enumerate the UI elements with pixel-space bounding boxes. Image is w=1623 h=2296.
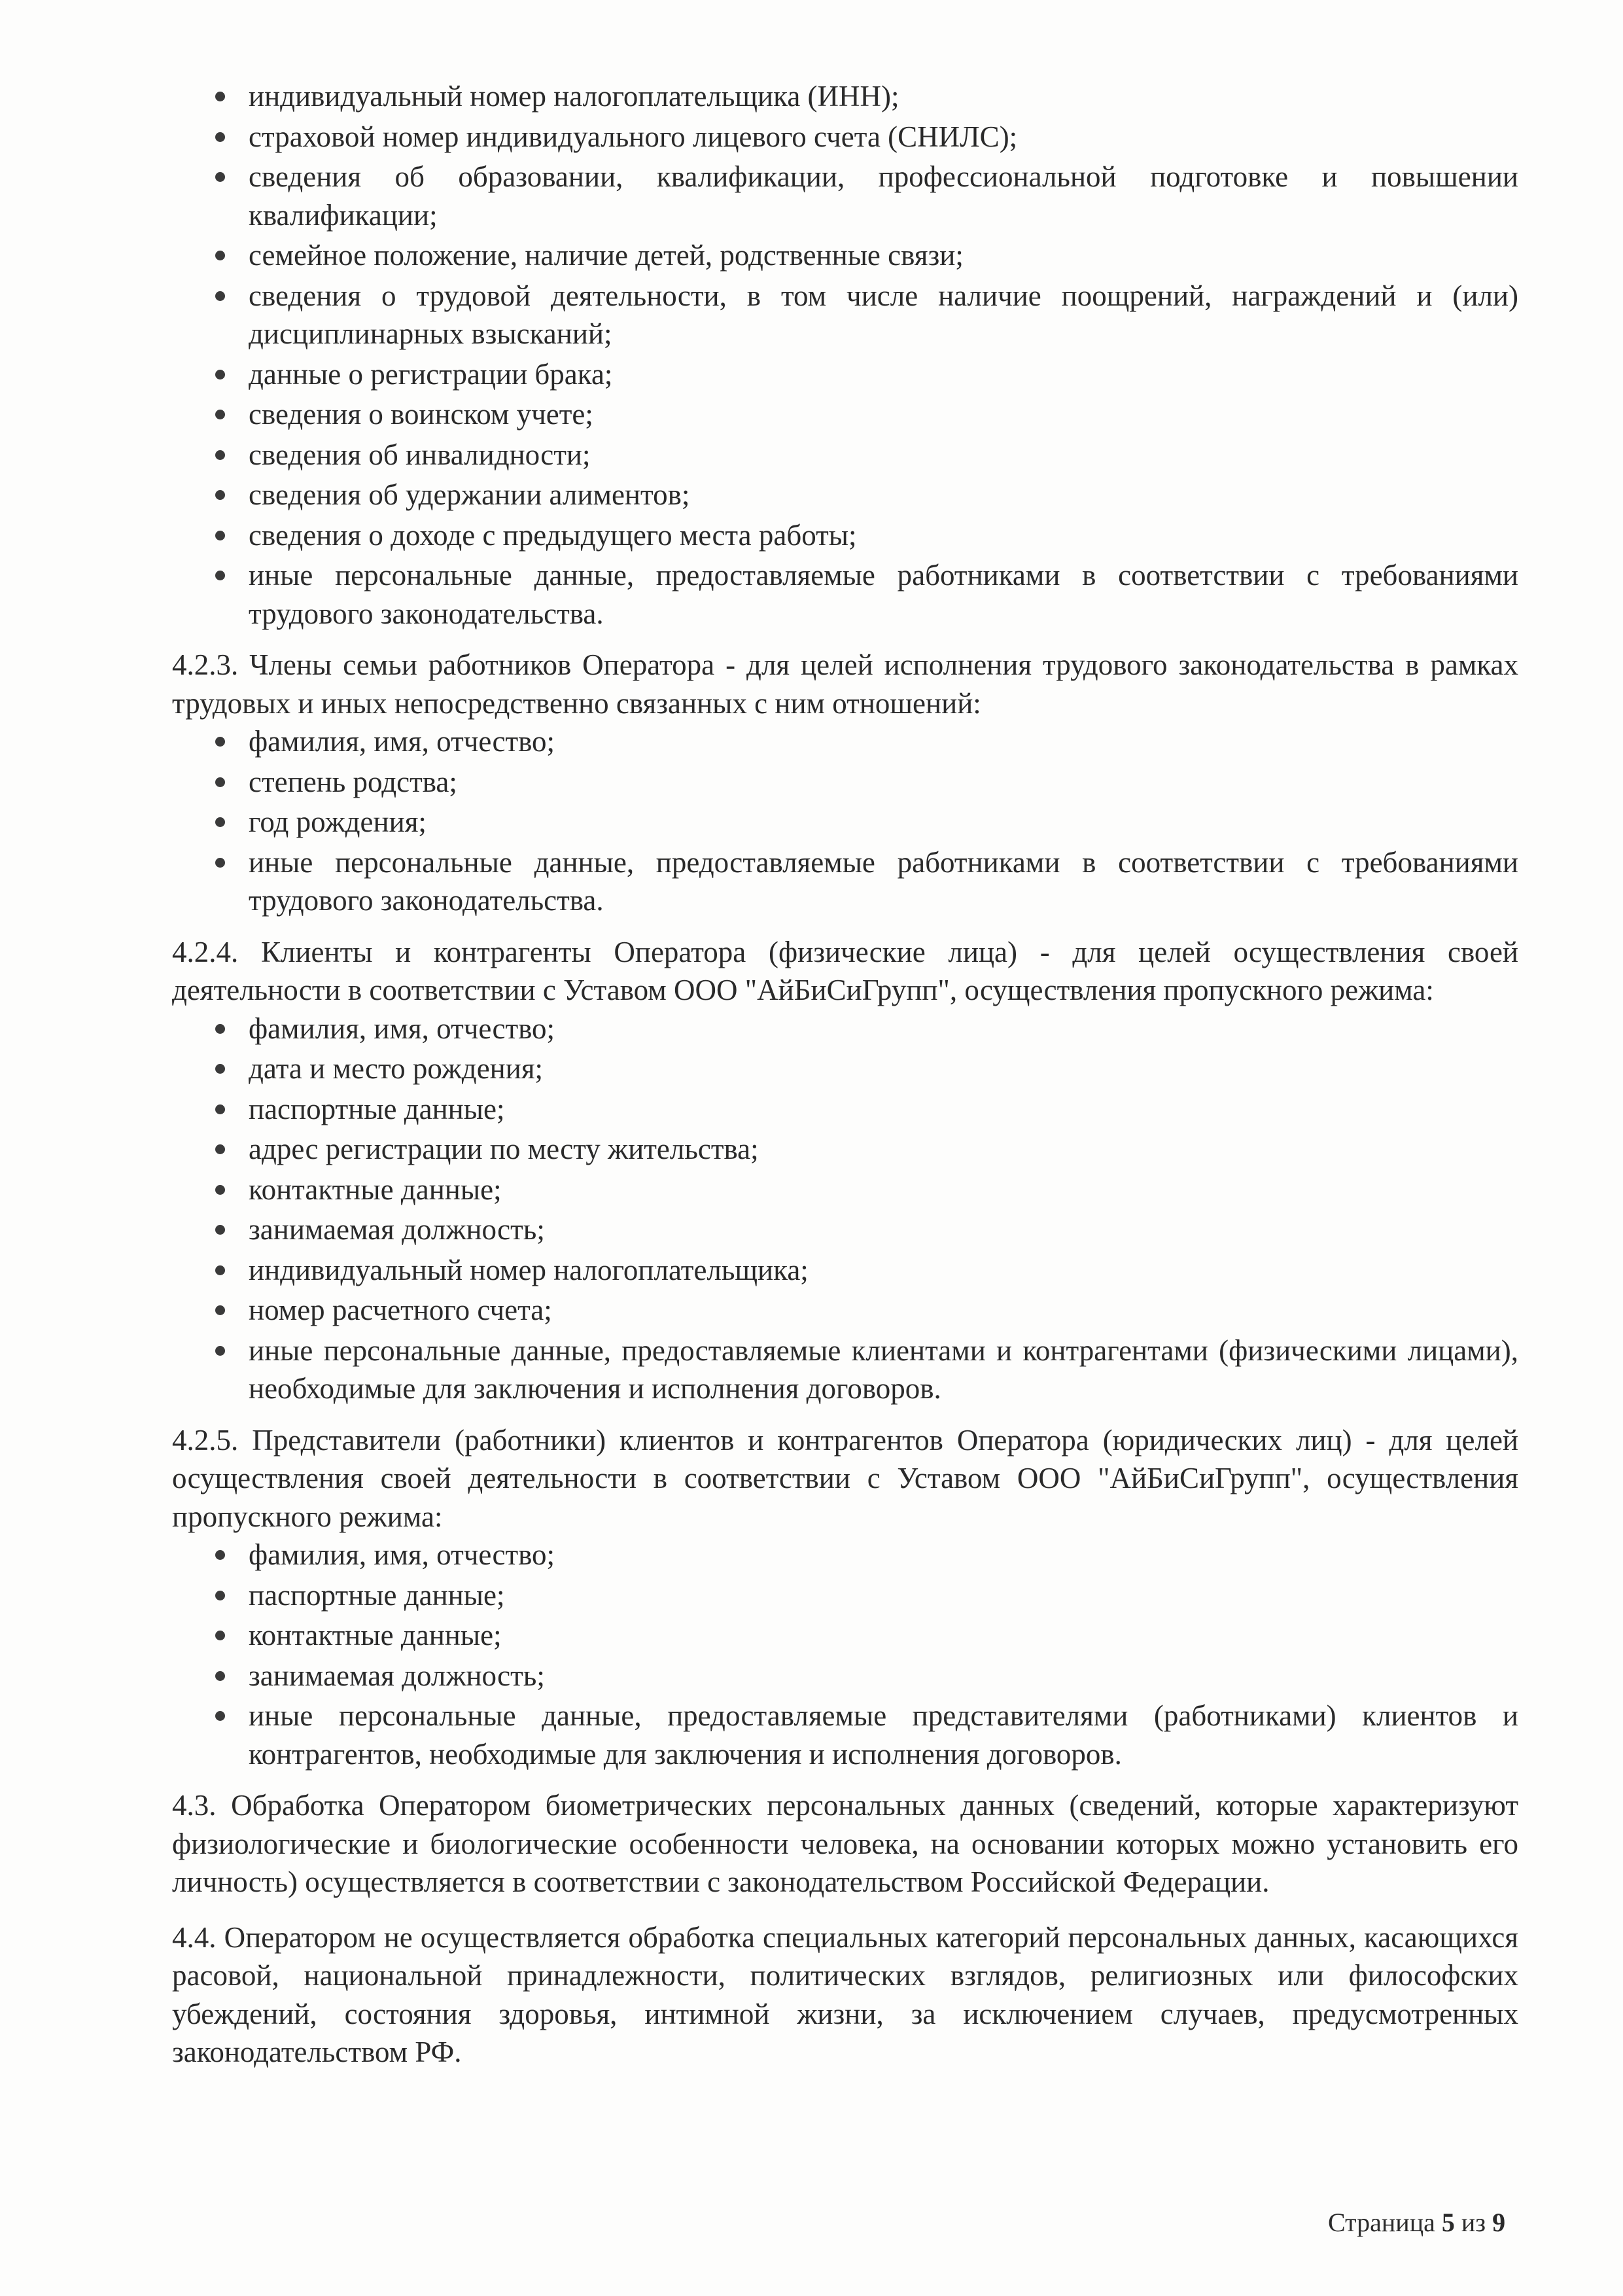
list-item-text: паспортные данные; bbox=[249, 1092, 505, 1125]
list-item-text: сведения о доходе с предыдущего места работы; bbox=[249, 518, 857, 552]
list-item bbox=[172, 277, 1518, 353]
list-item-text: степень родства; bbox=[249, 765, 457, 798]
list-item bbox=[172, 236, 1518, 275]
list-item bbox=[172, 1536, 1518, 1574]
list-item-text: иные персональные данные, предоставляемые работниками в соответствии с требованиями трудового законодательства. bbox=[249, 559, 1518, 630]
bullet-icon bbox=[215, 1144, 225, 1154]
list-item bbox=[172, 1697, 1518, 1773]
list-item bbox=[172, 1291, 1518, 1330]
list-item bbox=[172, 1332, 1518, 1408]
list-item-text: данные о регистрации брака; bbox=[249, 357, 613, 391]
list-item-text: индивидуальный номер налогоплательщика (ИНН); bbox=[249, 80, 899, 113]
list-item bbox=[172, 1657, 1518, 1695]
list-item bbox=[172, 118, 1518, 156]
list-item-text: страховой номер индивидуального лицевого счета (СНИЛС); bbox=[249, 120, 1018, 153]
personal-data-list-representatives bbox=[172, 1536, 1518, 1773]
list-item-text: фамилия, имя, отчество; bbox=[249, 1538, 555, 1571]
bullet-icon bbox=[215, 172, 225, 182]
list-item-text: семейное положение, наличие детей, родственные связи; bbox=[249, 239, 964, 272]
list-item bbox=[172, 158, 1518, 234]
bullet-icon bbox=[215, 1346, 225, 1356]
bullet-icon bbox=[215, 817, 225, 827]
bullet-icon bbox=[215, 1265, 225, 1275]
list-item bbox=[172, 1130, 1518, 1169]
list-item bbox=[172, 1251, 1518, 1290]
personal-data-list-family bbox=[172, 722, 1518, 920]
document-body bbox=[172, 77, 1518, 2072]
list-item-text: иные персональные данные, предоставляемые клиентами и контрагентами (физическими лицами), необходимые для заключения и исполнения договоров. bbox=[249, 1333, 1518, 1405]
bullet-icon bbox=[215, 858, 225, 868]
bullet-icon bbox=[215, 1550, 225, 1560]
personal-data-list-employees bbox=[172, 77, 1518, 633]
bullet-icon bbox=[215, 777, 225, 787]
list-item bbox=[172, 1171, 1518, 1209]
bullet-icon bbox=[215, 370, 225, 380]
page-number-separator: из bbox=[1461, 2208, 1486, 2237]
bullet-icon bbox=[215, 571, 225, 580]
list-item bbox=[172, 476, 1518, 514]
list-item bbox=[172, 1210, 1518, 1249]
list-item bbox=[172, 803, 1518, 841]
bullet-icon bbox=[215, 1711, 225, 1721]
list-item bbox=[172, 77, 1518, 116]
list-item bbox=[172, 1616, 1518, 1655]
list-item-text: сведения об удержании алиментов; bbox=[249, 478, 690, 511]
list-item-text: номер расчетного счета; bbox=[249, 1294, 552, 1326]
bullet-icon bbox=[215, 1305, 225, 1315]
list-item-text: фамилия, имя, отчество; bbox=[249, 1012, 555, 1045]
list-item-text: занимаемая должность; bbox=[249, 1659, 545, 1692]
list-item bbox=[172, 436, 1518, 474]
list-item-text: сведения о воинском учете; bbox=[249, 398, 593, 431]
list-item-text: дата и место рождения; bbox=[249, 1052, 544, 1085]
list-item-text: адрес регистрации по месту жительства; bbox=[249, 1133, 759, 1165]
list-item bbox=[172, 1576, 1518, 1615]
bullet-icon bbox=[215, 531, 225, 540]
list-item-text: занимаемая должность; bbox=[249, 1213, 545, 1246]
list-item bbox=[172, 763, 1518, 802]
bullet-icon bbox=[215, 450, 225, 460]
list-item-text: сведения об инвалидности; bbox=[249, 438, 591, 471]
list-item-text: контактные данные; bbox=[249, 1619, 502, 1651]
page-number bbox=[1328, 2206, 1505, 2239]
bullet-icon bbox=[215, 490, 225, 500]
page-number-current: 5 bbox=[1441, 2208, 1455, 2237]
personal-data-list-clients bbox=[172, 1010, 1518, 1408]
page-number-label: Страница bbox=[1328, 2208, 1435, 2237]
list-item-text: год рождения; bbox=[249, 805, 427, 838]
bullet-icon bbox=[215, 1104, 225, 1114]
list-item-text: индивидуальный номер налогоплательщика; bbox=[249, 1253, 809, 1286]
bullet-icon bbox=[215, 1024, 225, 1034]
paragraph-4-2-3: 4.2.3. Члены семьи работников Оператора - для целей исполнения трудового законодательства в рамках трудовых и иных непосредственно связанных с ним отношений: bbox=[172, 648, 1518, 720]
bullet-icon bbox=[215, 92, 225, 101]
page-number-total: 9 bbox=[1492, 2208, 1506, 2237]
bullet-icon bbox=[215, 410, 225, 419]
list-item-text: иные персональные данные, предоставляемые представителями (работниками) клиентов и контрагентов, необходимые для заключения и исполнения договоров. bbox=[249, 1699, 1518, 1771]
list-item bbox=[172, 395, 1518, 434]
bullet-icon bbox=[215, 737, 225, 747]
bullet-icon bbox=[215, 1591, 225, 1600]
bullet-icon bbox=[215, 251, 225, 260]
list-item bbox=[172, 556, 1518, 633]
list-item-text: контактные данные; bbox=[249, 1173, 502, 1206]
paragraph-4-2-5: 4.2.5. Представители (работники) клиентов и контрагентов Оператора (юридических лиц) - для целей осуществления своей деятельности в соответствии с Уставом ООО "АйБиСиГрупп", осуществления пропускного режима: bbox=[172, 1423, 1518, 1533]
list-item-text: паспортные данные; bbox=[249, 1578, 505, 1612]
list-item bbox=[172, 722, 1518, 761]
bullet-icon bbox=[215, 1064, 225, 1074]
bullet-icon bbox=[215, 1671, 225, 1681]
paragraph-4-2-4: 4.2.4. Клиенты и контрагенты Оператора (физические лица) - для целей осуществления своей деятельности в соответствии с Уставом ООО "АйБиСиГрупп", осуществления пропускного режима: bbox=[172, 935, 1518, 1006]
paragraph-4-4: 4.4. Оператором не осуществляется обработка специальных категорий персональных данных, касающихся расовой, национальной принадлежности, политических взглядов, религиозных или философских убеждений, состояния здоровья, интимной жизни, за исключением случаев, предусмотренных законодательством РФ. bbox=[172, 1920, 1518, 2068]
list-item bbox=[172, 1010, 1518, 1048]
bullet-icon bbox=[215, 1631, 225, 1640]
bullet-icon bbox=[215, 1225, 225, 1235]
list-item bbox=[172, 355, 1518, 394]
list-item bbox=[172, 516, 1518, 555]
bullet-icon bbox=[215, 1185, 225, 1195]
list-item-text: иные персональные данные, предоставляемые работниками в соответствии с требованиями трудового законодательства. bbox=[249, 845, 1518, 917]
paragraph-4-3: 4.3. Обработка Оператором биометрических персональных данных (сведений, которые характеризуют физиологические и биологические особенности человека, на основании которых можно установить его личность) осуществляется в соответствии с законодательством Российской Федерации. bbox=[172, 1789, 1518, 1898]
list-item-text: сведения об образовании, квалификации, профессиональной подготовке и повышении квалификации; bbox=[249, 160, 1518, 232]
bullet-icon bbox=[215, 132, 225, 142]
list-item-text: сведения о трудовой деятельности, в том числе наличие поощрений, награждений и (или) дисциплинарных взысканий; bbox=[249, 279, 1518, 350]
list-item bbox=[172, 843, 1518, 920]
bullet-icon bbox=[215, 291, 225, 301]
list-item bbox=[172, 1050, 1518, 1088]
list-item-text: фамилия, имя, отчество; bbox=[249, 725, 555, 758]
list-item bbox=[172, 1090, 1518, 1129]
